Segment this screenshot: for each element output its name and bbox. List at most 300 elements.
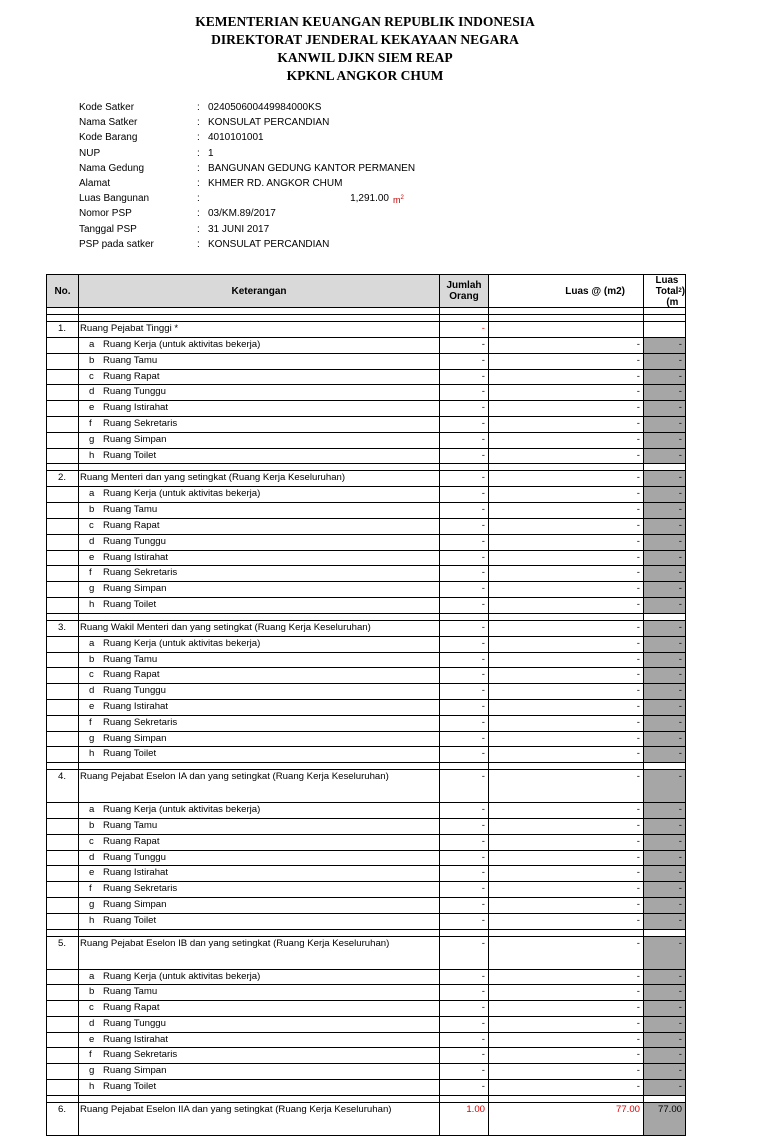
spacer-cell	[79, 308, 440, 315]
total-value: -	[644, 487, 686, 503]
subitem-blank	[46, 487, 79, 503]
jumlah-value: -	[440, 653, 489, 669]
jumlah-value: -	[440, 449, 489, 465]
subitem-blank	[46, 1064, 79, 1080]
luas-value: 77.00	[489, 1103, 644, 1136]
section-row	[46, 1103, 686, 1136]
subitem-blank	[46, 370, 79, 386]
spacer-cell	[79, 763, 440, 770]
spacer-cell	[440, 763, 489, 770]
subitem-row	[46, 1001, 686, 1017]
section-title: Ruang Menteri dan yang setingkat (Ruang Kerja Keseluruhan)	[79, 471, 440, 487]
subitem-label	[79, 582, 440, 598]
subitem-blank	[46, 433, 79, 449]
subitem-label	[79, 370, 440, 386]
subitem-letter: h	[89, 914, 95, 926]
subitem-row	[46, 519, 686, 535]
subitem-row	[46, 370, 686, 386]
subitem-row	[46, 582, 686, 598]
luas-value: -	[489, 449, 644, 465]
total-value: -	[644, 354, 686, 370]
subitem-label	[79, 503, 440, 519]
spacer-cell	[644, 308, 686, 315]
subitem-label	[79, 338, 440, 354]
subitem-text: Ruang Sekretaris	[103, 716, 178, 728]
subitem-row	[46, 487, 686, 503]
total-value: -	[644, 770, 686, 803]
jumlah-value: -	[440, 851, 489, 867]
subitem-text: Ruang Kerja (untuk aktivitas bekerja)	[103, 637, 261, 649]
subitem-row	[46, 449, 686, 465]
header-no: No.	[46, 275, 79, 308]
subitem-label	[79, 354, 440, 370]
jumlah-value: -	[440, 535, 489, 551]
header-jumlah-orang: Jumlah Orang	[440, 275, 489, 308]
jumlah-value: -	[440, 700, 489, 716]
header-luas: Luas @ (m2)	[489, 275, 644, 308]
subitem-letter: b	[89, 354, 95, 366]
subitem-row	[46, 1080, 686, 1096]
subitem-blank	[46, 819, 79, 835]
subitem-text: Ruang Simpan	[103, 732, 167, 744]
subitem-label	[79, 1033, 440, 1049]
subitem-letter: f	[89, 716, 92, 728]
luas-value: -	[489, 471, 644, 487]
luas-value: -	[489, 385, 644, 401]
subitem-label	[79, 551, 440, 567]
total-value: -	[644, 338, 686, 354]
jumlah-value: -	[440, 1048, 489, 1064]
subitem-text: Ruang Tamu	[103, 819, 158, 831]
subitem-letter: d	[89, 1017, 95, 1029]
subitem-blank	[46, 851, 79, 867]
subitem-text: Ruang Kerja (untuk aktivitas bekerja)	[103, 804, 261, 816]
header-luas-total: Luas Total (m 2 )	[644, 275, 686, 308]
total-value: 77.00	[644, 1103, 686, 1136]
subitem-blank	[46, 385, 79, 401]
total-value: -	[644, 851, 686, 867]
jumlah-value: -	[440, 1001, 489, 1017]
spacer-cell	[489, 464, 644, 471]
subitem-blank	[46, 535, 79, 551]
subitem-letter: e	[89, 1033, 95, 1045]
luas-value: -	[489, 338, 644, 354]
subitem-letter: b	[89, 504, 95, 516]
subitem-blank	[46, 582, 79, 598]
jumlah-value: -	[440, 551, 489, 567]
total-value: -	[644, 803, 686, 819]
luas-value: -	[489, 1033, 644, 1049]
luas-value: -	[489, 1017, 644, 1033]
subitem-label	[79, 417, 440, 433]
luas-value: -	[489, 803, 644, 819]
subitem-letter: h	[89, 748, 95, 760]
jumlah-value: -	[440, 716, 489, 732]
section-number: 5.	[46, 937, 79, 970]
jumlah-value: -	[440, 354, 489, 370]
subitem-letter: c	[89, 519, 94, 531]
spacer-cell	[644, 614, 686, 621]
subitem-blank	[46, 354, 79, 370]
subitem-text: Ruang Sekretaris	[103, 567, 178, 579]
luas-value: -	[489, 621, 644, 637]
subitem-text: Ruang Simpan	[103, 583, 167, 595]
luas-value: -	[489, 535, 644, 551]
luas-value: -	[489, 401, 644, 417]
subitem-text: Ruang Rapat	[103, 370, 160, 382]
spacer-cell	[489, 308, 644, 315]
subitem-row	[46, 866, 686, 882]
jumlah-value: -	[440, 732, 489, 748]
jumlah-value: -	[440, 882, 489, 898]
subitem-blank	[46, 551, 79, 567]
luas-value: -	[489, 937, 644, 970]
subitem-label	[79, 1017, 440, 1033]
total-value: -	[644, 503, 686, 519]
luas-value: -	[489, 819, 644, 835]
subitem-letter: e	[89, 700, 95, 712]
spacer-cell	[440, 308, 489, 315]
jumlah-value: -	[440, 385, 489, 401]
spacer-cell	[440, 464, 489, 471]
jumlah-value: -	[440, 503, 489, 519]
jumlah-value: -	[440, 898, 489, 914]
subitem-letter: c	[89, 835, 94, 847]
total-value: -	[644, 598, 686, 614]
spacer-cell	[489, 930, 644, 937]
subitem-letter: a	[89, 637, 95, 649]
total-value: -	[644, 551, 686, 567]
jumlah-value: -	[440, 598, 489, 614]
spacer-cell	[46, 930, 79, 937]
total-value: -	[644, 1064, 686, 1080]
jumlah-value: -	[440, 417, 489, 433]
subitem-letter: a	[89, 804, 95, 816]
subitem-text: Ruang Tunggu	[103, 535, 166, 547]
jumlah-value: -	[440, 803, 489, 819]
subitem-blank	[46, 882, 79, 898]
subitem-text: Ruang Rapat	[103, 669, 160, 681]
jumlah-value: -	[440, 433, 489, 449]
subitem-label	[79, 851, 440, 867]
spacer-cell	[489, 1096, 644, 1103]
total-value: -	[644, 582, 686, 598]
jumlah-value: -	[440, 1033, 489, 1049]
subitem-row	[46, 338, 686, 354]
luas-value: -	[489, 653, 644, 669]
subitem-letter: d	[89, 685, 95, 697]
subitem-blank	[46, 519, 79, 535]
jumlah-value: -	[440, 985, 489, 1001]
spacer-cell	[440, 315, 489, 322]
jumlah-value: -	[440, 1017, 489, 1033]
subitem-letter: a	[89, 339, 95, 350]
subitem-letter: d	[89, 851, 95, 863]
subitem-row	[46, 566, 686, 582]
luas-value: -	[489, 370, 644, 386]
subitem-text: Ruang Rapat	[103, 835, 160, 847]
subitem-blank	[46, 1080, 79, 1096]
section-row	[46, 770, 686, 803]
jumlah-value: -	[440, 471, 489, 487]
jumlah-value: -	[440, 322, 489, 338]
subitem-label	[79, 1080, 440, 1096]
subitem-label	[79, 519, 440, 535]
subitem-row	[46, 819, 686, 835]
subitem-letter: f	[89, 417, 92, 429]
jumlah-value: -	[440, 937, 489, 970]
jumlah-value: -	[440, 819, 489, 835]
subitem-label	[79, 1048, 440, 1064]
document-header	[0, 13, 730, 85]
subitem-letter: h	[89, 449, 95, 461]
subitem-blank	[46, 598, 79, 614]
subitem-label	[79, 1064, 440, 1080]
subitem-label	[79, 747, 440, 763]
total-value: -	[644, 668, 686, 684]
subitem-label	[79, 449, 440, 465]
subitem-label	[79, 566, 440, 582]
subitem-label	[79, 684, 440, 700]
subitem-label	[79, 985, 440, 1001]
subitem-blank	[46, 1033, 79, 1049]
jumlah-value: -	[440, 637, 489, 653]
subitem-letter: c	[89, 669, 94, 681]
subitem-blank	[46, 898, 79, 914]
luas-value	[489, 322, 644, 338]
jumlah-value: -	[440, 582, 489, 598]
subitem-row	[46, 1033, 686, 1049]
total-value: -	[644, 914, 686, 930]
subitem-blank	[46, 417, 79, 433]
subitem-letter: a	[89, 488, 95, 500]
subitem-row	[46, 732, 686, 748]
subitem-row	[46, 803, 686, 819]
section-title: Ruang Pejabat Eselon IA dan yang setingkat (Ruang Kerja Keseluruhan)	[79, 770, 440, 803]
luas-value: -	[489, 716, 644, 732]
subitem-text: Ruang Istirahat	[103, 1033, 169, 1045]
subitem-text: Ruang Simpan	[103, 1065, 167, 1077]
luas-value: -	[489, 732, 644, 748]
spacer-cell	[644, 930, 686, 937]
luas-value: -	[489, 354, 644, 370]
subitem-letter: d	[89, 386, 95, 398]
section-number: 2.	[46, 471, 79, 487]
subitem-label	[79, 668, 440, 684]
subitem-row	[46, 551, 686, 567]
subitem-label	[79, 637, 440, 653]
subitem-blank	[46, 747, 79, 763]
room-allocation-table	[46, 274, 686, 1136]
total-value: -	[644, 385, 686, 401]
subitem-row	[46, 914, 686, 930]
total-value: -	[644, 566, 686, 582]
subitem-text: Ruang Istirahat	[103, 867, 169, 879]
total-value: -	[644, 898, 686, 914]
luas-value: -	[489, 637, 644, 653]
subitem-letter: b	[89, 819, 95, 831]
header-keterangan: Keterangan	[79, 275, 440, 308]
spacer-cell	[79, 315, 440, 322]
subitem-text: Ruang Simpan	[103, 433, 167, 445]
subitem-label	[79, 433, 440, 449]
subitem-blank	[46, 716, 79, 732]
subitem-letter: e	[89, 551, 95, 563]
header-ministry: KEMENTERIAN KEUANGAN REPUBLIK INDONESIA	[195, 14, 535, 29]
subitem-row	[46, 417, 686, 433]
jumlah-value: -	[440, 747, 489, 763]
subitem-letter: g	[89, 583, 95, 595]
total-value: -	[644, 621, 686, 637]
jumlah-value: -	[440, 684, 489, 700]
subitem-blank	[46, 914, 79, 930]
subitem-letter: f	[89, 883, 92, 895]
subitem-text: Ruang Tunggu	[103, 386, 166, 398]
total-value: -	[644, 433, 686, 449]
subitem-row	[46, 354, 686, 370]
luas-value: -	[489, 970, 644, 986]
section-number: 1.	[46, 322, 79, 338]
jumlah-value: -	[440, 338, 489, 354]
section-title: Ruang Pejabat Eselon IIA dan yang setingkat (Ruang Kerja Keseluruhan)	[79, 1103, 440, 1136]
subitem-row	[46, 1048, 686, 1064]
spacer-row	[46, 315, 686, 322]
luas-value: -	[489, 417, 644, 433]
spacer-cell	[46, 763, 79, 770]
jumlah-value: -	[440, 401, 489, 417]
subitem-text: Ruang Istirahat	[103, 700, 169, 712]
spacer-cell	[79, 930, 440, 937]
spacer-cell	[46, 614, 79, 621]
section-number: 4.	[46, 770, 79, 803]
total-value: -	[644, 835, 686, 851]
spacer-row	[46, 464, 686, 471]
subitem-blank	[46, 835, 79, 851]
jumlah-value: -	[440, 835, 489, 851]
total-value: -	[644, 535, 686, 551]
subitem-row	[46, 503, 686, 519]
section-title: Ruang Pejabat Tinggi *	[79, 322, 440, 338]
total-value: -	[644, 700, 686, 716]
spacer-cell	[644, 464, 686, 471]
luas-value: -	[489, 668, 644, 684]
section-row	[46, 322, 686, 338]
spacer-cell	[644, 1096, 686, 1103]
subitem-label	[79, 866, 440, 882]
subitem-label	[79, 401, 440, 417]
subitem-label	[79, 535, 440, 551]
subitem-blank	[46, 653, 79, 669]
total-value: -	[644, 819, 686, 835]
jumlah-value: -	[440, 1064, 489, 1080]
spacer-cell	[46, 1096, 79, 1103]
header-directorate: DIREKTORAT JENDERAL KEKAYAAN NEGARA	[211, 32, 519, 47]
jumlah-value: -	[440, 487, 489, 503]
subitem-text: Ruang Toilet	[103, 1081, 157, 1093]
luas-value: -	[489, 866, 644, 882]
section-title: Ruang Pejabat Eselon IB dan yang setingkat (Ruang Kerja Keseluruhan)	[79, 937, 440, 970]
total-value: -	[644, 747, 686, 763]
subitem-label	[79, 732, 440, 748]
luas-value: -	[489, 1064, 644, 1080]
subitem-text: Ruang Simpan	[103, 898, 167, 910]
subitem-letter: h	[89, 598, 95, 610]
total-value: -	[644, 519, 686, 535]
subitem-label	[79, 653, 440, 669]
subitem-text: Ruang Istirahat	[103, 551, 169, 563]
subitem-text: Ruang Rapat	[103, 519, 160, 531]
subitem-row	[46, 747, 686, 763]
spacer-cell	[489, 315, 644, 322]
total-value: -	[644, 937, 686, 970]
subitem-text: Ruang Tamu	[103, 986, 158, 998]
subitem-row	[46, 653, 686, 669]
total-value: -	[644, 1001, 686, 1017]
subitem-label	[79, 803, 440, 819]
subitem-text: Ruang Sekretaris	[103, 883, 178, 895]
subitem-text: Ruang Tamu	[103, 504, 158, 516]
luas-value: -	[489, 914, 644, 930]
subitem-letter: b	[89, 653, 95, 665]
section-number: 6.	[46, 1103, 79, 1136]
subitem-label	[79, 716, 440, 732]
luas-value: -	[489, 1048, 644, 1064]
subitem-text: Ruang Toilet	[103, 748, 157, 760]
subitem-row	[46, 637, 686, 653]
subitem-blank	[46, 866, 79, 882]
luas-value: -	[489, 519, 644, 535]
subitem-text: Ruang Tunggu	[103, 685, 166, 697]
subitem-row	[46, 898, 686, 914]
total-value: -	[644, 684, 686, 700]
total-value: -	[644, 1033, 686, 1049]
subitem-row	[46, 716, 686, 732]
subitem-row	[46, 700, 686, 716]
luas-value: -	[489, 1080, 644, 1096]
subitem-row	[46, 835, 686, 851]
subitem-letter: a	[89, 970, 95, 982]
total-value: -	[644, 417, 686, 433]
total-value: -	[644, 866, 686, 882]
subitem-text: Ruang Istirahat	[103, 402, 169, 414]
subitem-label	[79, 970, 440, 986]
total-value	[644, 322, 686, 338]
spacer-cell	[46, 315, 79, 322]
total-value: -	[644, 716, 686, 732]
spacer-row	[46, 614, 686, 621]
subitem-letter: e	[89, 402, 95, 414]
subitem-label	[79, 835, 440, 851]
subitem-row	[46, 851, 686, 867]
section-row	[46, 937, 686, 970]
spacer-cell	[46, 308, 79, 315]
subitem-blank	[46, 668, 79, 684]
subitem-row	[46, 535, 686, 551]
spacer-cell	[489, 763, 644, 770]
subitem-letter: g	[89, 732, 95, 744]
jumlah-value: -	[440, 914, 489, 930]
subitem-text: Ruang Rapat	[103, 1002, 160, 1014]
luas-value: -	[489, 882, 644, 898]
subitem-row	[46, 668, 686, 684]
subitem-text: Ruang Toilet	[103, 914, 157, 926]
section-row	[46, 471, 686, 487]
subitem-row	[46, 433, 686, 449]
total-value: -	[644, 370, 686, 386]
total-value: -	[644, 401, 686, 417]
spacer-cell	[644, 763, 686, 770]
luas-value: -	[489, 898, 644, 914]
